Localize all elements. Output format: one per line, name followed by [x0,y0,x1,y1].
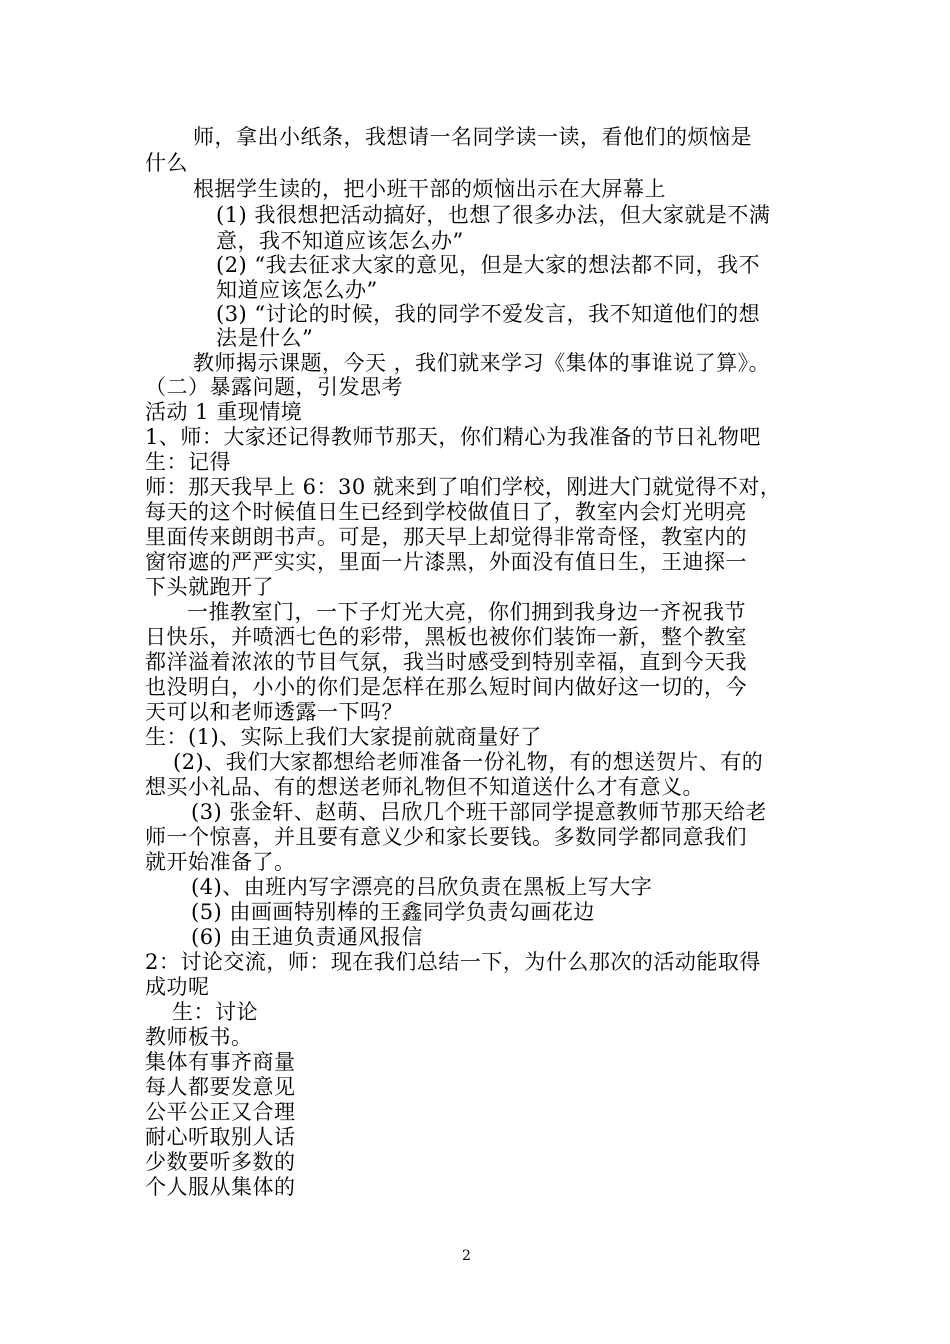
text-line: 师：那天我早上 6：30 就来到了咱们学校，刚进大门就觉得不对， [145,475,782,499]
board-line: 每人都要发意见 [145,1075,296,1099]
text-line: 什么 [145,151,188,175]
text-line: 1、师：大家还记得教师节那天，你们精心为我准备的节日礼物吧 [145,425,761,449]
text-line: (4)、由班内写字漂亮的吕欣负责在黑板上写大字 [191,875,653,899]
text-line: 师一个惊喜，并且要有意义少和家长要钱。多数同学都同意我们 [145,825,747,849]
text-line: 生：(1)、实际上我们大家提前就商量好了 [145,725,542,749]
text-line: 根据学生读的，把小班干部的烦恼出示在大屏幕上 [193,177,666,201]
board-line: 公平公正又合理 [145,1100,296,1124]
text-line: (2)、我们大家都想给老师准备一份礼物，有的想送贺片、有的 [173,750,764,774]
page-number: 2 [462,1248,471,1264]
text-line: (3) 张金轩、赵萌、吕欣几个班干部同学提意教师节那天给老 [191,800,767,824]
text-line: (2) “我去征求大家的意见，但是大家的想法都不同，我不 [216,253,761,277]
text-line: 每天的这个时候值日生已经到学校做值日了，教室内会灯光明亮 [145,500,747,524]
text-line: 也没明白，小小的你们是怎样在那么短时间内做好这一切的，今 [145,675,747,699]
text-line: (1) 我很想把活动搞好，也想了很多办法，但大家就是不满 [216,203,771,227]
board-line: 个人服从集体的 [145,1175,296,1199]
text-line: 日快乐，并喷洒七色的彩带，黑板也被你们装饰一新，整个教室 [145,625,747,649]
text-line: 生：讨论 [172,1000,258,1024]
text-line: (5) 由画画特别棒的王鑫同学负责勾画花边 [191,900,595,924]
text-line: 意，我不知道应该怎么办” [216,229,464,253]
activity-heading: 活动 1 重现情境 [145,400,303,424]
section-heading: （二）暴露问题，引发思考 [145,375,403,399]
text-line: 天可以和老师透露一下吗？ [145,700,403,724]
board-line: 耐心听取别人话 [145,1125,296,1149]
text-line: (3) “讨论的时候，我的同学不爱发言，我不知道他们的想 [216,302,761,326]
text-line: 教师揭示课题，今天 ，我们就来学习《集体的事谁说了算》。 [193,351,771,375]
text-line: 法是什么” [216,326,314,350]
text-line: 2：讨论交流，师：现在我们总结一下，为什么那次的活动能取得 [145,950,761,974]
text-line: 都洋溢着浓浓的节目气氛，我当时感受到特别幸福，直到今天我 [145,650,747,674]
text-line: 下头就跑开了 [145,575,274,599]
text-line: 成功呢 [145,975,210,999]
text-line: 一推教室门，一下子灯光大亮，你们拥到我身边一齐祝我节 [187,600,746,624]
text-line: 想买小礼品、有的想送老师礼物但不知道送什么才有意义。 [145,775,704,799]
text-line: 生：记得 [145,450,231,474]
text-line: 里面传来朗朗书声。可是，那天早上却觉得非常奇怪，教室内的 [145,525,747,549]
text-line: (6) 由王迪负责通风报信 [191,925,423,949]
text-line: 知道应该怎么办” [216,278,378,302]
text-line: 教师板书。 [145,1025,253,1049]
text-line: 师，拿出小纸条，我想请一名同学读一读，看他们的烦恼是 [193,125,752,149]
board-line: 少数要听多数的 [145,1150,296,1174]
board-line: 集体有事齐商量 [145,1050,296,1074]
text-line: 窗帘遮的严严实实，里面一片漆黑，外面没有值日生，王迪探一 [145,550,747,574]
text-line: 就开始准备了。 [145,850,296,874]
